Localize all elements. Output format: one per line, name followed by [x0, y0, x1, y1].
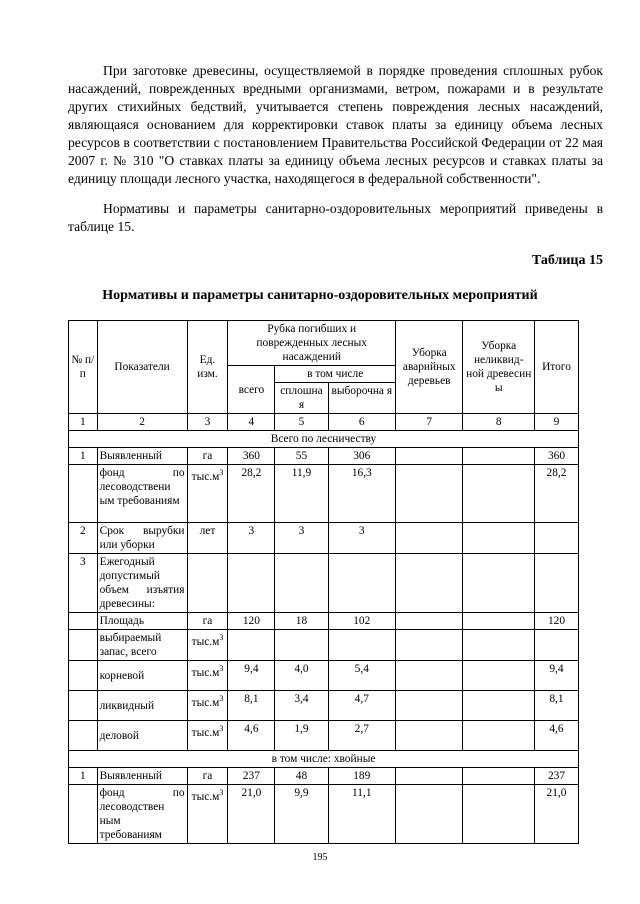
- table-row: [69, 465, 579, 523]
- unit-superscript: 3: [219, 788, 224, 797]
- row-unit: $тыс.м^3$: [187, 691, 228, 721]
- value-col-7: [396, 554, 463, 613]
- value-col-9: 9,4: [534, 661, 578, 691]
- column-number: 7: [396, 414, 463, 431]
- header-selective: выборочна я: [328, 383, 395, 414]
- header-illiquid: Уборка неликвид-ной древесин ы: [463, 321, 535, 414]
- table-row: [69, 448, 579, 465]
- value-col-7: [396, 785, 463, 844]
- value-col-8: [463, 661, 535, 691]
- header-felling: Рубка погибших и поврежденных лесных насаждений: [228, 321, 396, 366]
- row-indicator: Площадь: [97, 613, 187, 630]
- value-col-9: 120: [534, 613, 578, 630]
- column-number: 1: [69, 414, 98, 431]
- value-col-5: 18: [275, 613, 328, 630]
- unit-superscript: 3: [219, 633, 224, 642]
- value-col-7: [396, 691, 463, 721]
- row-unit: га: [187, 448, 228, 465]
- row-indicator: фонд по лесоводствени ым требованиям: [97, 465, 187, 523]
- value-col-5: [275, 554, 328, 613]
- measures-table: [68, 320, 579, 844]
- value-col-8: [463, 613, 535, 630]
- value-col-8: [463, 691, 535, 721]
- value-col-4: 237: [228, 768, 275, 785]
- value-col-4: 4,6: [228, 721, 275, 751]
- row-indicator: ликвидный: [97, 691, 187, 721]
- header-unit: Ед. изм.: [187, 321, 228, 414]
- reference-paragraph: Нормативы и параметры санитарно-оздоровительных мероприятий приведены в таблице 15.: [68, 201, 603, 234]
- value-col-6: 5,4: [328, 661, 395, 691]
- value-col-6: 4,7: [328, 691, 395, 721]
- value-col-5: 3,4: [275, 691, 328, 721]
- table-title: Нормативы и параметры санитарно-оздоровительных мероприятий: [102, 288, 538, 303]
- row-number: [69, 785, 98, 844]
- value-col-7: [396, 661, 463, 691]
- section-coniferous-row: [69, 751, 579, 768]
- value-col-8: [463, 465, 535, 523]
- value-col-4: [228, 554, 275, 613]
- value-col-5: 55: [275, 448, 328, 465]
- column-number: 6: [328, 414, 395, 431]
- value-col-4: 28,2: [228, 465, 275, 523]
- unit-superscript: 3: [219, 468, 224, 477]
- row-indicator: корневой: [97, 661, 187, 691]
- table-row: [69, 613, 579, 630]
- table-row: [69, 785, 579, 844]
- row-unit: $тыс.м^3$: [187, 630, 228, 661]
- row-indicator: выбираемый запас, всего: [97, 630, 187, 661]
- value-col-4: 360: [228, 448, 275, 465]
- header-indicators: Показатели: [97, 321, 187, 414]
- value-col-7: [396, 721, 463, 751]
- page-number: 195: [312, 852, 328, 863]
- header-total: Итого: [534, 321, 578, 414]
- row-number: [69, 721, 98, 751]
- table-row: [69, 661, 579, 691]
- row-number: 1: [69, 448, 98, 465]
- section-total-forestry-row: [69, 431, 579, 448]
- column-number: 3: [187, 414, 228, 431]
- value-col-8: [463, 721, 535, 751]
- value-col-7: [396, 630, 463, 661]
- value-col-9: 21,0: [534, 785, 578, 844]
- table-row: [69, 691, 579, 721]
- value-col-6: 16,3: [328, 465, 395, 523]
- value-col-4: 120: [228, 613, 275, 630]
- value-col-6: [328, 554, 395, 613]
- row-unit: $тыс.м^3$: [187, 785, 228, 844]
- value-col-5: [275, 630, 328, 661]
- row-unit: $тыс.м^3$: [187, 465, 228, 523]
- header-total-all: всего: [228, 366, 275, 414]
- value-col-5: 48: [275, 768, 328, 785]
- value-col-8: [463, 630, 535, 661]
- row-number: 3: [69, 554, 98, 613]
- value-col-5: 9,9: [275, 785, 328, 844]
- value-col-5: 11,9: [275, 465, 328, 523]
- value-col-6: 3: [328, 523, 395, 554]
- value-col-6: 189: [328, 768, 395, 785]
- row-unit: лет: [187, 523, 228, 554]
- row-indicator: Ежегодный допустимый объем изъятия древесины:: [97, 554, 187, 613]
- value-col-9: [534, 554, 578, 613]
- value-col-9: [534, 630, 578, 661]
- value-col-4: 3: [228, 523, 275, 554]
- header-emergency: Уборка аварийных деревьев: [396, 321, 463, 414]
- row-indicator: Выявленный: [97, 768, 187, 785]
- value-col-8: [463, 785, 535, 844]
- row-number: [69, 613, 98, 630]
- value-col-9: 360: [534, 448, 578, 465]
- row-indicator: деловой: [97, 721, 187, 751]
- unit-superscript: 3: [219, 724, 224, 733]
- value-col-5: 4,0: [275, 661, 328, 691]
- value-col-8: [463, 448, 535, 465]
- section-total-forestry: Всего по лесничеству: [69, 431, 579, 448]
- row-unit: га: [187, 613, 228, 630]
- value-col-6: 11,1: [328, 785, 395, 844]
- value-col-5: 1,9: [275, 721, 328, 751]
- table-row: [69, 630, 579, 661]
- row-number: [69, 691, 98, 721]
- value-col-9: 4,6: [534, 721, 578, 751]
- section-coniferous: в том числе: хвойные: [69, 751, 579, 768]
- row-unit: [187, 554, 228, 613]
- value-col-5: 3: [275, 523, 328, 554]
- column-number: 9: [534, 414, 578, 431]
- intro-paragraph: При заготовке древесины, осуществляемой в порядке проведения сплошных рубок насаждений, поврежденных вредными организмами, ветром, пожарами и в результате других стихийных бедствий, учитывается степень повреждения лесных насаждений, являющаяся основанием для корректировки ставок платы за единицу объема лесных ресурсов в соответствии с постановлением Правительства Российской Федерации от 22 мая 2007 г. № 310 "О ставках платы за единицу объема лесных ресурсов и ставках платы за единицу площади лесного участка, находящегося в федеральной собственности".: [68, 63, 603, 186]
- header-num: № п/п: [69, 321, 98, 414]
- row-number: [69, 465, 98, 523]
- row-unit: $тыс.м^3$: [187, 661, 228, 691]
- column-number: 2: [97, 414, 187, 431]
- header-incl: в том числе: [275, 366, 396, 383]
- value-col-4: 21,0: [228, 785, 275, 844]
- value-col-4: [228, 630, 275, 661]
- value-col-6: 102: [328, 613, 395, 630]
- value-col-7: [396, 448, 463, 465]
- row-unit: га: [187, 768, 228, 785]
- row-number: [69, 661, 98, 691]
- value-col-9: 28,2: [534, 465, 578, 523]
- value-col-8: [463, 768, 535, 785]
- value-col-9: 237: [534, 768, 578, 785]
- value-col-6: 306: [328, 448, 395, 465]
- row-indicator: Срок вырубки или уборки: [97, 523, 187, 554]
- row-number: [69, 630, 98, 661]
- value-col-7: [396, 613, 463, 630]
- value-col-9: 8,1: [534, 691, 578, 721]
- value-col-4: 9,4: [228, 661, 275, 691]
- value-col-8: [463, 554, 535, 613]
- unit-superscript: 3: [219, 664, 224, 673]
- header-clear: сплошна я: [275, 383, 328, 414]
- row-number: 1: [69, 768, 98, 785]
- unit-superscript: 3: [219, 694, 224, 703]
- table-caption: Таблица 15: [531, 253, 603, 268]
- column-numbers-row: [69, 414, 579, 431]
- table-row: [69, 554, 579, 613]
- column-number: 8: [463, 414, 535, 431]
- table-row: [69, 523, 579, 554]
- column-number: 5: [275, 414, 328, 431]
- row-unit: $тыс.м^3$: [187, 721, 228, 751]
- table-row: [69, 721, 579, 751]
- value-col-6: [328, 630, 395, 661]
- row-indicator: Выявленный: [97, 448, 187, 465]
- value-col-7: [396, 465, 463, 523]
- table-row: [69, 768, 579, 785]
- value-col-4: 8,1: [228, 691, 275, 721]
- value-col-6: 2,7: [328, 721, 395, 751]
- value-col-9: [534, 523, 578, 554]
- row-number: 2: [69, 523, 98, 554]
- row-indicator: фонд по лесоводствен ным требованиям: [97, 785, 187, 844]
- column-number: 4: [228, 414, 275, 431]
- value-col-7: [396, 523, 463, 554]
- value-col-8: [463, 523, 535, 554]
- value-col-7: [396, 768, 463, 785]
